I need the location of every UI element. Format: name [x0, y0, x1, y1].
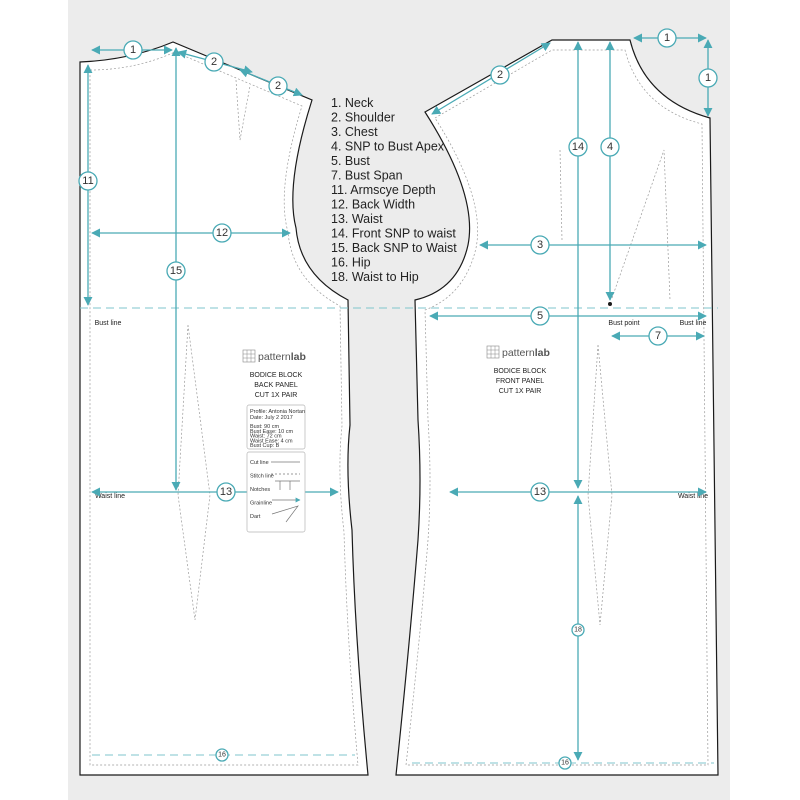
svg-text:16: 16 [218, 751, 226, 759]
badge-back-snp-waist [167, 262, 185, 280]
legend-item: 18. Waist to Hip [331, 270, 419, 284]
badge-back-waist [217, 483, 235, 501]
svg-text:4: 4 [606, 141, 614, 153]
legend-item: 4. SNP to Bust Apex [331, 139, 445, 154]
badge-armscye-depth [79, 172, 97, 190]
badge-chest [531, 236, 549, 254]
svg-text:11: 11 [82, 175, 94, 187]
legend-item: 16. Hip [331, 255, 371, 270]
badge-bust [531, 307, 549, 325]
svg-text:18: 18 [574, 626, 582, 634]
legend-item: 5. Bust [331, 154, 370, 168]
legend-item: 12. Back Width [331, 197, 416, 212]
info-key-label: Dart [250, 514, 261, 520]
svg-text:15: 15 [169, 265, 183, 277]
legend-item: 13. Waist [331, 212, 383, 226]
badge-back-neck [124, 41, 142, 59]
badge-front-neck-v [699, 69, 717, 87]
front-cut-note: CUT 1X PAIR [498, 388, 542, 395]
svg-text:7: 7 [654, 330, 662, 342]
info-measurement-line: Bust Cup: B [250, 443, 280, 450]
info-measurement-line: Waist Ease: 4 cm [250, 438, 293, 445]
svg-text:2: 2 [496, 69, 504, 81]
badge-front-shoulder [491, 66, 509, 84]
back-waist-line-label: Waist line [94, 493, 126, 500]
bust-point-label: Bust point [608, 320, 640, 327]
svg-text:3: 3 [536, 239, 544, 251]
svg-text:16: 16 [561, 759, 569, 767]
front-title-line1: BODICE BLOCK [493, 368, 547, 375]
back-bust-line-label: Bust line [94, 320, 122, 327]
legend-item: 2. Shoulder [331, 110, 395, 125]
legend-item: 11. Armscye Depth [331, 183, 436, 197]
back-title-line1: BODICE BLOCK [249, 372, 303, 379]
badge-front-neck-h [658, 29, 676, 47]
front-waist-line-label: Waist line [677, 493, 709, 500]
svg-text:1: 1 [129, 44, 137, 56]
badge-front-snp-waist [569, 138, 587, 156]
info-key-label: Cut line [250, 460, 269, 466]
info-key-label: Grainline [250, 500, 273, 507]
back-cut-note: CUT 1X PAIR [254, 392, 298, 399]
info-header-line: Date: July 2 2017 [250, 415, 293, 421]
badge-back-shoulder-b [269, 77, 287, 95]
front-bust-line-label: Bust line [679, 320, 707, 327]
badge-waist-to-hip [572, 624, 584, 636]
info-measurement-line: Bust Ease: 10 cm [250, 428, 294, 435]
badge-bust-span [649, 327, 667, 345]
back-title-line2: BACK PANEL [254, 382, 298, 389]
badge-front-hip [559, 757, 571, 769]
badge-snp-bust-apex [601, 138, 619, 156]
info-measurement-line: Waist: 72 cm [250, 433, 282, 440]
legend-item: 3. Chest [331, 125, 378, 139]
svg-text:12: 12 [215, 227, 229, 239]
svg-text:14: 14 [571, 141, 585, 153]
svg-text:2: 2 [210, 56, 218, 68]
bust-point-marker [608, 302, 612, 306]
badge-back-width [213, 224, 231, 242]
front-title-line2: FRONT PANEL [495, 378, 545, 385]
legend-item: 15. Back SNP to Waist [331, 241, 457, 255]
info-header-line: Profile: Antonia Nortan [250, 409, 306, 415]
info-key-label: Stitch line [250, 473, 274, 480]
badge-back-hip [216, 749, 228, 761]
svg-text:13: 13 [533, 486, 547, 498]
svg-text:patternlab: patternlab [258, 351, 306, 363]
svg-text:5: 5 [536, 310, 544, 322]
info-measurement-line: Bust: 90 cm [250, 424, 280, 430]
svg-text:patternlab: patternlab [502, 347, 550, 359]
svg-text:1: 1 [704, 72, 712, 84]
legend-item: 7. Bust Span [331, 168, 403, 183]
svg-text:13: 13 [219, 486, 233, 498]
info-key-label: Notches [250, 487, 271, 493]
svg-text:2: 2 [274, 80, 282, 92]
badge-back-shoulder-a [205, 53, 223, 71]
svg-text:1: 1 [663, 32, 671, 44]
badge-front-waist [531, 483, 549, 501]
legend-item: 1. Neck [331, 96, 374, 110]
legend-item: 14. Front SNP to waist [331, 226, 456, 241]
